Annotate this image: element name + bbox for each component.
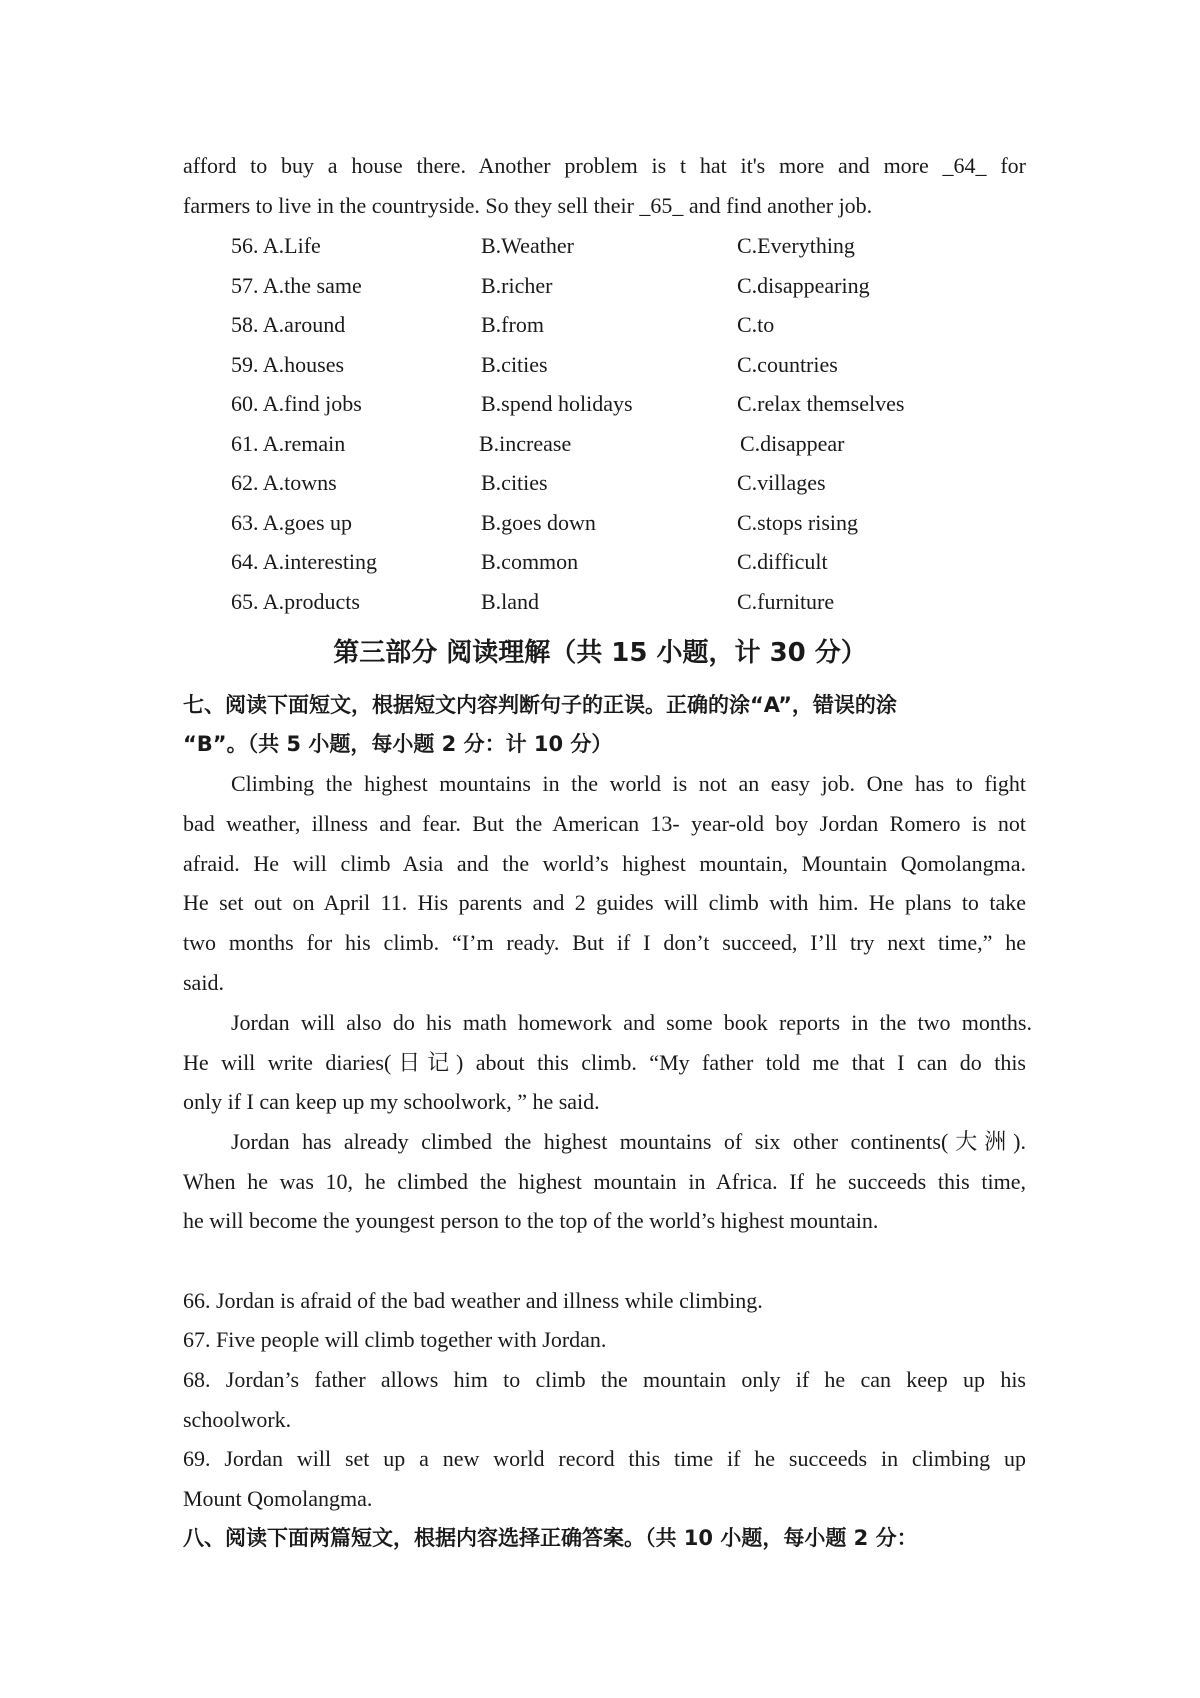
passage-line: bad weather, illness and fear. But the American 13- year-old boy Jordan Romero is not <box>183 811 1026 836</box>
passage-line: When he was 10, he climbed the highest mountain in Africa. If he succeeds this time, <box>183 1169 1026 1194</box>
option-a: 62. A.towns <box>231 470 337 495</box>
option-b: B.Weather <box>481 233 574 258</box>
option-c: C.countries <box>737 352 838 377</box>
option-a: 58. A.around <box>231 312 346 337</box>
part-seven-instruction: 七、阅读下面短文，根据短文内容判断句子的正误。正确的涂“A”，错误的涂 <box>183 693 897 717</box>
passage-line: Jordan has already climbed the highest mountains of six other continents(大洲). <box>231 1129 1026 1154</box>
option-b: B.spend holidays <box>481 391 633 416</box>
option-b: B.common <box>481 549 579 574</box>
option-a: 63. A.goes up <box>231 510 352 535</box>
passage-line: He will write diaries(日记) about this climb. “My father told me that I can do this <box>183 1050 1026 1075</box>
option-c: C.difficult <box>737 549 828 574</box>
section-heading: 第三部分 阅读理解（共 15 小题，计 30 分） <box>333 638 867 668</box>
passage-line: only if I can keep up my schoolwork, ” he said. <box>183 1089 600 1114</box>
option-c: C.villages <box>737 470 826 495</box>
option-c: C.disappear <box>740 431 845 456</box>
option-row <box>0 510 1200 538</box>
statement: 67. Five people will climb together with Jordan. <box>183 1327 607 1352</box>
option-a: 61. A.remain <box>231 431 346 456</box>
option-row <box>0 233 1200 261</box>
statement-continued: schoolwork. <box>183 1407 292 1432</box>
part-seven-instruction: “B”。（共 5 小题，每小题 2 分：计 10 分） <box>183 732 613 756</box>
option-c: C.relax themselves <box>737 391 905 416</box>
option-row <box>0 589 1200 617</box>
cloze-passage-line: farmers to live in the countryside. So they sell their _65_ and find another job. <box>183 193 873 218</box>
statement: 66. Jordan is afraid of the bad weather and illness while climbing. <box>183 1288 763 1313</box>
option-b: B.richer <box>481 273 553 298</box>
passage-line: he will become the youngest person to the top of the world’s highest mountain. <box>183 1208 879 1233</box>
option-a: 60. A.find jobs <box>231 391 362 416</box>
option-b: B.goes down <box>481 510 596 535</box>
statement-continued: Mount Qomolangma. <box>183 1486 373 1511</box>
option-row <box>0 312 1200 340</box>
option-b: B.cities <box>481 470 548 495</box>
passage-line: two months for his climb. “I’m ready. But if I don’t succeed, I’ll try next time,” he <box>183 930 1026 955</box>
option-a: 65. A.products <box>231 589 360 614</box>
option-a: 59. A.houses <box>231 352 345 377</box>
option-row <box>0 431 1200 459</box>
option-c: C.to <box>737 312 775 337</box>
option-row <box>0 470 1200 498</box>
option-a: 57. A.the same <box>231 273 362 298</box>
option-a: 56. A.Life <box>231 233 321 258</box>
option-c: C.stops rising <box>737 510 859 535</box>
statement: 69. Jordan will set up a new world record this time if he succeeds in climbing up <box>183 1446 1026 1471</box>
statement: 68. Jordan’s father allows him to climb the mountain only if he can keep up his <box>183 1367 1026 1392</box>
option-c: C.disappearing <box>737 273 870 298</box>
cloze-passage-line: afford to buy a house there. Another problem is t hat it's more and more _64_ for <box>183 153 1026 178</box>
part-eight-instruction: 八、阅读下面两篇短文，根据内容选择正确答案。（共 10 小题，每小题 2 分： <box>183 1526 918 1550</box>
option-row <box>0 549 1200 577</box>
passage-line: Jordan will also do his math homework and some book reports in the two months. <box>231 1010 1032 1035</box>
option-row <box>0 391 1200 419</box>
option-b: B.increase <box>479 431 572 456</box>
option-a: 64. A.interesting <box>231 549 378 574</box>
option-b: B.cities <box>481 352 548 377</box>
option-c: C.furniture <box>737 589 835 614</box>
option-row <box>0 273 1200 301</box>
option-c: C.Everything <box>737 233 855 258</box>
option-b: B.from <box>481 312 544 337</box>
passage-line: afraid. He will climb Asia and the world’s highest mountain, Mountain Qomolangma. <box>183 851 1026 876</box>
passage-line: He set out on April 11. His parents and 2 guides will climb with him. He plans to take <box>183 890 1026 915</box>
passage-line: Climbing the highest mountains in the world is not an easy job. One has to fight <box>231 771 1026 796</box>
passage-line: said. <box>183 970 224 995</box>
option-row <box>0 352 1200 380</box>
option-b: B.land <box>481 589 540 614</box>
